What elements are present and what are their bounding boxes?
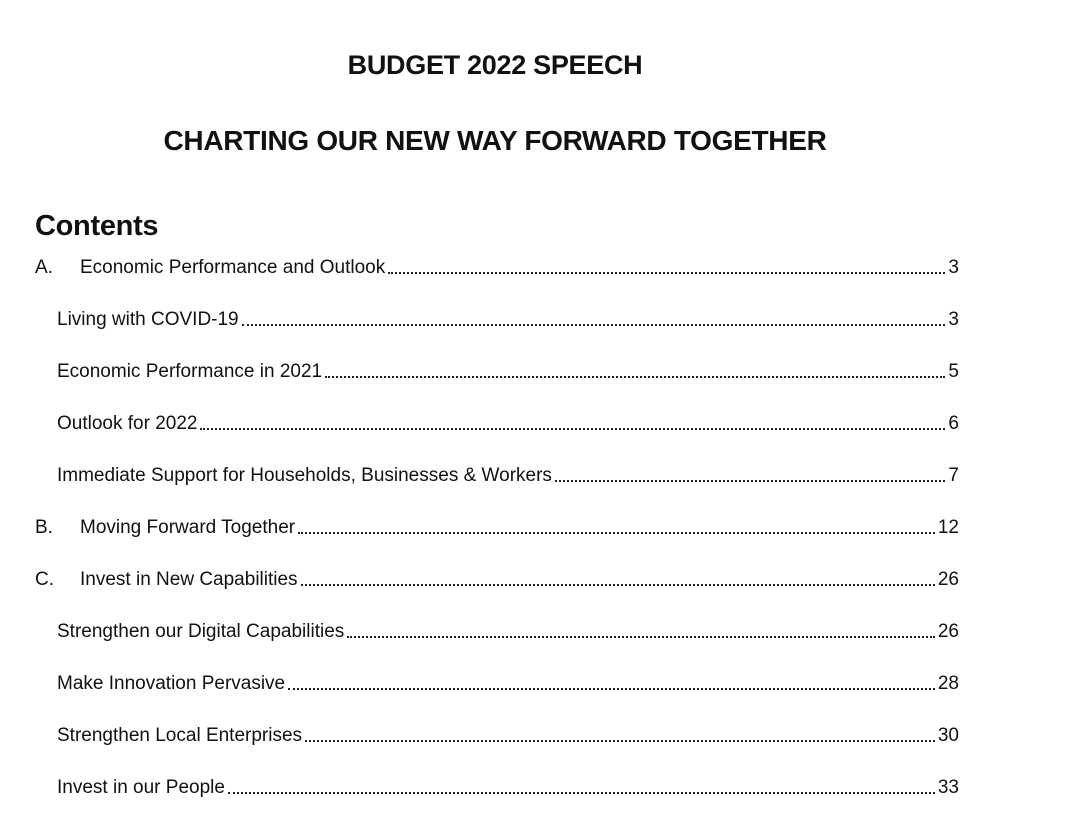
toc-entry-living-with-covid[interactable] [57, 304, 959, 332]
dot-leader [325, 376, 945, 378]
toc-entry-innovation-pervasive[interactable] [57, 668, 959, 696]
dot-leader [298, 532, 935, 534]
document-title: BUDGET 2022 SPEECH [347, 50, 643, 80]
toc-entry-letter: B. [35, 517, 53, 538]
dot-leader [242, 324, 946, 326]
dot-leader [305, 740, 935, 742]
toc-entry-title: Economic Performance in 2021 [57, 361, 323, 382]
toc-entry-immediate-support[interactable] [57, 460, 959, 488]
dot-leader [288, 688, 935, 690]
toc-entry-a[interactable] [35, 252, 959, 280]
dot-leader [228, 792, 935, 794]
toc-entry-title: Invest in New Capabilities [80, 569, 298, 590]
toc-entry-page: 3 [948, 257, 959, 278]
document-subtitle: CHARTING OUR NEW WAY FORWARD TOGETHER [163, 125, 827, 156]
toc-entry-page: 3 [948, 309, 959, 330]
dot-leader [555, 480, 945, 482]
toc-entry-letter: A. [35, 257, 53, 278]
dot-leader [388, 272, 945, 274]
toc-entry-title: Make Innovation Pervasive [57, 673, 286, 694]
toc-entry-title: Moving Forward Together [80, 517, 296, 538]
toc-entry-title: Strengthen our Digital Capabilities [57, 621, 345, 642]
toc-entry-c[interactable] [35, 564, 959, 592]
toc-entry-local-enterprises[interactable] [57, 720, 959, 748]
toc-entry-page: 26 [937, 569, 959, 590]
toc-entry-page: 6 [948, 413, 959, 434]
toc-entry-digital-capabilities[interactable] [57, 616, 959, 644]
toc-entry-title: Invest in our People [57, 777, 225, 798]
toc-entry-invest-in-people[interactable] [57, 772, 959, 800]
toc-entry-page: 12 [937, 517, 959, 538]
toc-entry-title: Economic Performance and Outlook [80, 257, 386, 278]
dot-leader [301, 584, 935, 586]
toc-entry-title: Strengthen Local Enterprises [57, 725, 303, 746]
dot-leader [347, 636, 935, 638]
toc-entry-page: 28 [937, 673, 959, 694]
toc-entry-b[interactable] [35, 512, 959, 540]
toc-entry-page: 5 [948, 361, 959, 382]
toc-entry-letter: C. [35, 569, 54, 590]
toc-entry-title: Living with COVID-19 [57, 309, 239, 330]
dot-leader [200, 428, 945, 430]
toc-entry-page: 30 [937, 725, 959, 746]
toc-entry-economic-performance-2021[interactable] [57, 356, 959, 384]
toc-entry-page: 26 [937, 621, 959, 642]
toc-entry-page: 7 [948, 465, 959, 486]
contents-heading: Contents [35, 210, 159, 242]
toc-entry-page: 33 [937, 777, 959, 798]
toc-entry-title: Outlook for 2022 [57, 413, 198, 434]
toc-entry-outlook-2022[interactable] [57, 408, 959, 436]
toc-entry-title: Immediate Support for Households, Businesses & Workers [57, 465, 552, 486]
